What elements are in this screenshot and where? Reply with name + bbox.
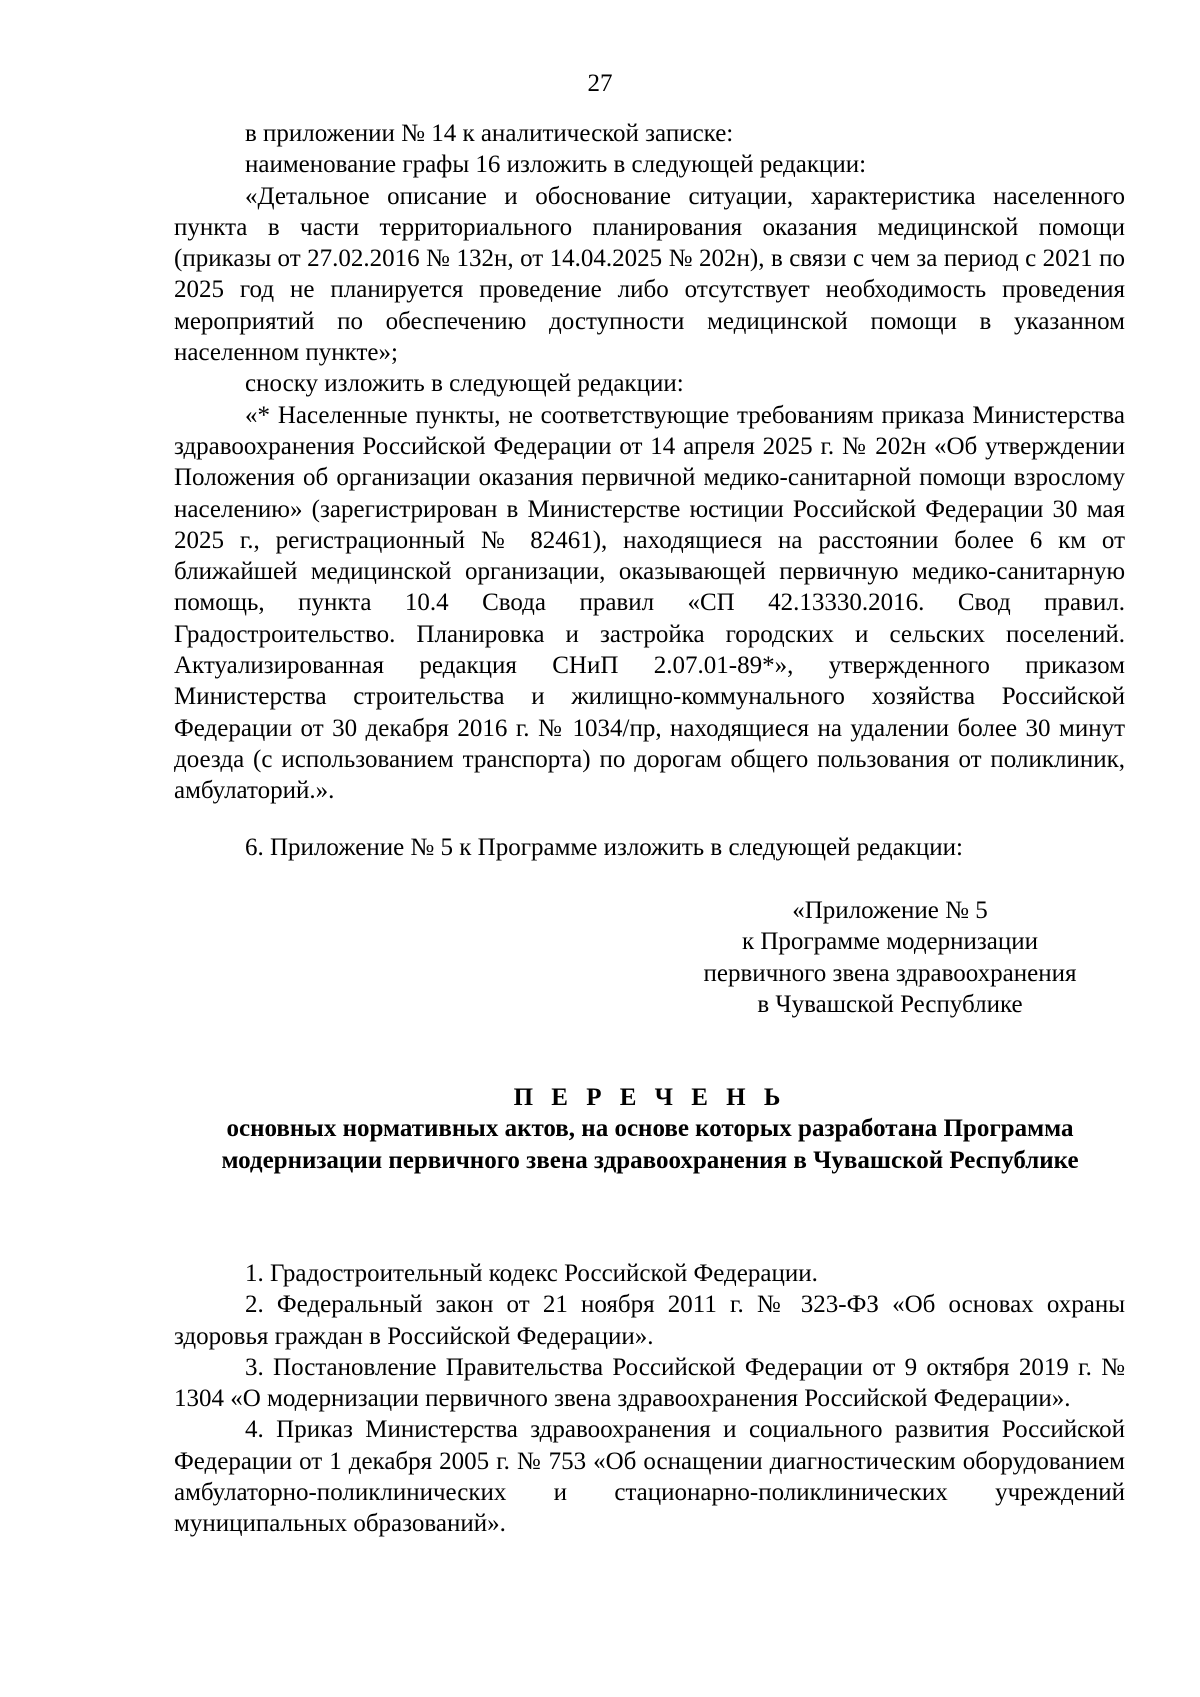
appendix-line: первичного звена здравоохранения	[703, 959, 1077, 987]
item-6	[174, 832, 1125, 863]
appendix-line: «Приложение № 5	[792, 897, 988, 924]
list-subtitle-line: модернизации первичного звена здравоохранения в Чувашской Республике	[221, 1146, 1079, 1174]
paragraph: в приложении № 14 к аналитической записке:	[245, 120, 734, 147]
list-heading: П Е Р Е Ч Е Н Ь	[513, 1084, 787, 1111]
paragraph: «Детальное описание и обоснование ситуации, характеристика населенного пункта в части территориального планирования оказания медицинской помощи (приказы от 27.02.2016 № 132н, от 14.04.2025 № 202н), в связи с чем за период с 2021 по 2025 год не планируется проведение либо отсутствует необходимость проведения мероприятий по обеспечению доступности медицинской помощи в указанном населенном пункте»;	[174, 182, 1125, 367]
list-title	[100, 1082, 1200, 1176]
page-number: 27	[587, 70, 613, 97]
paragraph: 6. Приложение № 5 к Программе изложить в следующей редакции:	[245, 834, 963, 861]
paragraph: наименование графы 16 изложить в следующей редакции:	[245, 151, 867, 179]
list-item: 4. Приказ Министерства здравоохранения и социального развития Российской Федерации от 1 декабря 2005 г. № 753 «Об оснащении диагностическим оборудованием амбулаторно-поликлинических и стационарно-поликлинических учреждений муниципальных образований».	[174, 1416, 1125, 1538]
list-item: 1. Градостроительный кодекс Российской Федерации.	[245, 1260, 818, 1287]
regulatory-acts-list	[174, 1258, 1125, 1540]
amendment-section	[174, 118, 1125, 807]
list-item: 2. Федеральный закон от 21 ноября 2011 г. № 323-ФЗ «Об основах охраны здоровья граждан в Российской Федерации».	[174, 1291, 1125, 1350]
paragraph: сноску изложить в следующей редакции:	[245, 370, 684, 398]
appendix-line: к Программе модернизации	[741, 928, 1039, 956]
appendix-line: в Чувашской Республике	[757, 990, 1023, 1018]
list-item: 3. Постановление Правительства Российской Федерации от 9 октября 2019 г. № 1304 «О модернизации первичного звена здравоохранения Российской Федерации».	[174, 1353, 1125, 1413]
appendix-header	[640, 895, 1140, 1020]
list-subtitle-line: основных нормативных актов, на основе которых разработана Программа	[226, 1115, 1074, 1143]
paragraph: «* Населенные пункты, не соответствующие требованиям приказа Министерства здравоохранения Российской Федерации от 14 апреля 2025 г. № 202н «Об утверждении Положения об организации оказания первичной медико-санитарной помощи взрослому населению» (зарегистрирован в Министерстве юстиции Российской Федерации 30 мая 2025 г., регистрационный № 82461), находящиеся на расстоянии более 6 км от ближайшей медицинской организации, оказывающей первичную медико-санитарную помощь, пункта 10.4 Свода правил «СП 42.13330.2016. Свод правил. Градостроительство. Планировка и застройка городских и сельских поселений. Актуализированная редакция СНиП 2.07.01-89*», утвержденного приказом Министерства строительства и жилищно-коммунального хозяйства Российской Федерации от 30 декабря 2016 г. № 1034/пр, находящиеся на удалении более 30 минут доезда (с использованием транспорта) по дорогам общего пользования от поликлиник, амбулаторий.».	[174, 401, 1125, 805]
